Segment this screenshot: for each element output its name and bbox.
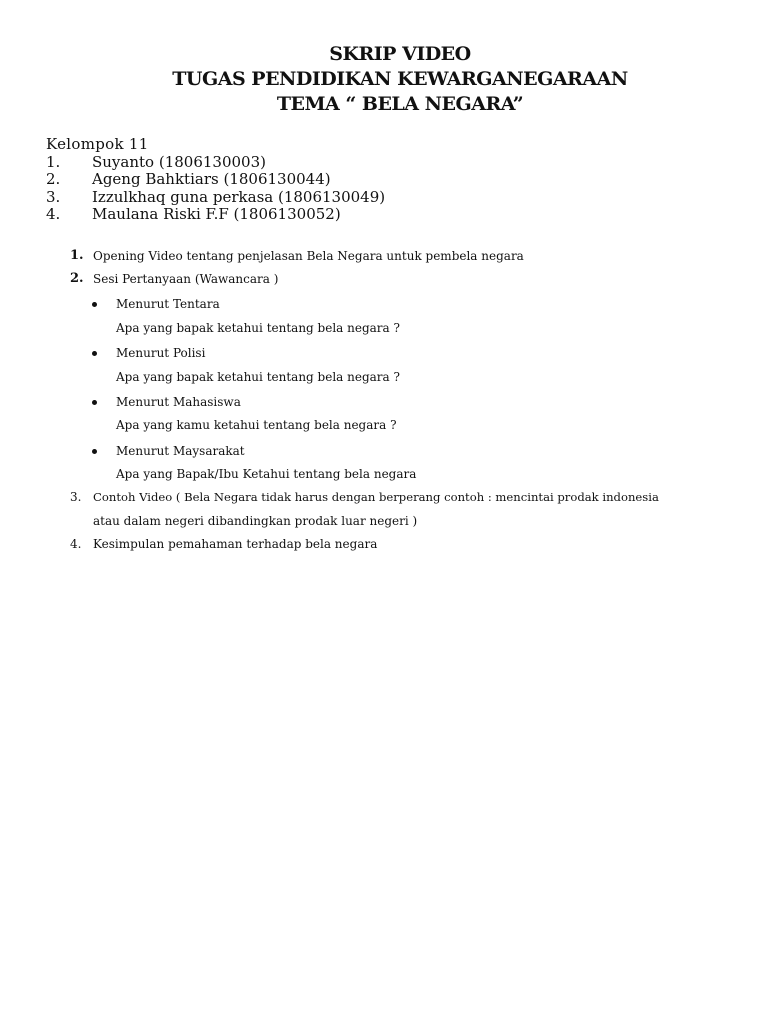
member-row bbox=[46, 170, 331, 189]
script-item-number: 2. bbox=[70, 271, 84, 286]
member-number: 3. bbox=[46, 187, 61, 206]
script-item-number: 1. bbox=[70, 248, 84, 263]
script-item-text: Opening Video tentang penjelasan Bela Negara untuk pembela negara bbox=[93, 249, 524, 263]
interview-question: Apa yang Bapak/Ibu Ketahui tentang bela negara bbox=[116, 467, 417, 481]
bullet-icon bbox=[92, 449, 97, 454]
member-number: 4. bbox=[46, 205, 61, 223]
bullet-icon bbox=[92, 400, 97, 405]
script-item-number: 3. bbox=[70, 490, 82, 504]
group-section bbox=[46, 135, 386, 224]
member-name: Ageng Bahktiars (1806130044) bbox=[92, 170, 331, 188]
member-row bbox=[46, 205, 341, 224]
document-title bbox=[0, 42, 768, 117]
script-item-text: Kesimpulan pemahaman terhadap bela negara bbox=[93, 537, 378, 551]
interview-source: Menurut Tentara bbox=[116, 297, 220, 311]
interview-question: Apa yang kamu ketahui tentang bela negara ? bbox=[116, 418, 397, 432]
script-item-text: Contoh Video ( Bela Negara tidak harus dengan berperang contoh : mencintai prodak indonesia bbox=[93, 490, 659, 504]
script-item-number: 4. bbox=[70, 537, 82, 551]
interview-question: Apa yang bapak ketahui tentang bela negara ? bbox=[116, 370, 400, 384]
member-name: Maulana Riski F.F (1806130052) bbox=[92, 205, 341, 223]
member-number: 2. bbox=[46, 170, 61, 188]
title-line-1: SKRIP VIDEO bbox=[329, 43, 471, 65]
interview-question: Apa yang bapak ketahui tentang bela negara ? bbox=[116, 321, 400, 335]
member-row bbox=[46, 152, 266, 172]
group-label: Kelompok 11 bbox=[46, 135, 149, 153]
member-name: Suyanto (1806130003) bbox=[92, 152, 266, 171]
interview-source: Menurut Polisi bbox=[116, 346, 206, 360]
bullet-icon bbox=[92, 302, 97, 307]
title-line-2: TUGAS PENDIDIKAN KEWARGANEGARAAN bbox=[172, 68, 628, 90]
bullet-icon bbox=[92, 351, 97, 356]
member-row bbox=[46, 187, 386, 207]
script-item-text: Sesi Pertanyaan (Wawancara ) bbox=[93, 272, 279, 286]
interview-source: Menurut Maysarakat bbox=[116, 444, 245, 458]
member-name: Izzulkhaq guna perkasa (1806130049) bbox=[92, 187, 386, 206]
script-item-text-continued: atau dalam negeri dibandingkan prodak luar negeri ) bbox=[93, 514, 418, 528]
title-line-3: TEMA “ BELA NEGARA” bbox=[276, 93, 524, 115]
interview-source: Menurut Mahasiswa bbox=[116, 395, 241, 409]
member-number: 1. bbox=[46, 152, 61, 171]
